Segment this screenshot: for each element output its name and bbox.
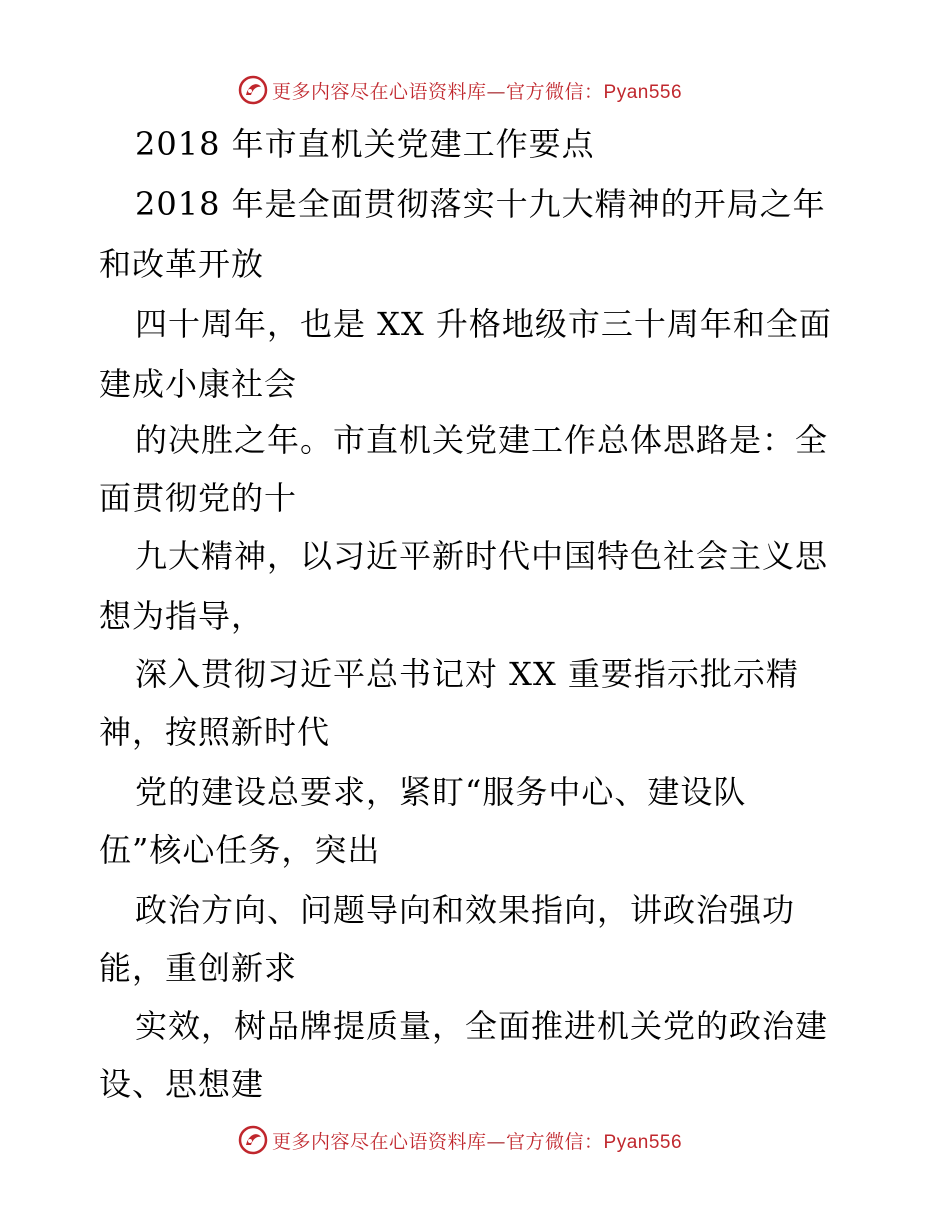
seal-logo-icon — [238, 1125, 268, 1155]
paragraph-line: 面贯彻党的十 — [99, 479, 298, 517]
paragraph-line: 党的建设总要求，紧盯“服务中心、建设队 — [135, 773, 747, 811]
seal-logo-icon — [238, 75, 268, 105]
paragraph-line: 四十周年，也是 XX 升格地级市三十周年和全面 — [135, 305, 832, 343]
paragraph-line: 九大精神，以习近平新时代中国特色社会主义思 — [135, 537, 829, 575]
paragraph-line: 设、思想建 — [99, 1065, 265, 1103]
document-title: 2018 年市直机关党建工作要点 — [135, 125, 595, 163]
paragraph-line: 实效，树品牌提质量，全面推进机关党的政治建 — [135, 1007, 829, 1045]
header-watermark — [238, 74, 718, 106]
paragraph-line: 2018 年是全面贯彻落实十九大精神的开局之年 — [135, 185, 826, 223]
paragraph-line: 政治方向、问题导向和效果指向，讲政治强功 — [135, 891, 796, 929]
paragraph-line: 神，按照新时代 — [99, 713, 331, 751]
footer-watermark — [238, 1124, 718, 1156]
paragraph-line: 建成小康社会 — [99, 365, 298, 403]
watermark-text: 更多内容尽在心语资料库—官方微信：Pyan556 — [272, 1130, 683, 1153]
paragraph-line: 的决胜之年。市直机关党建工作总体思路是：全 — [135, 421, 829, 459]
paragraph-line: 伍”核心任务，突出 — [99, 831, 381, 869]
paragraph-line: 能，重创新求 — [99, 949, 298, 987]
paragraph-line: 想为指导， — [99, 597, 265, 635]
watermark-text: 更多内容尽在心语资料库—官方微信：Pyan556 — [272, 80, 683, 103]
paragraph-line: 深入贯彻习近平总书记对 XX 重要指示批示精 — [135, 655, 799, 693]
paragraph-line: 和改革开放 — [99, 245, 265, 283]
